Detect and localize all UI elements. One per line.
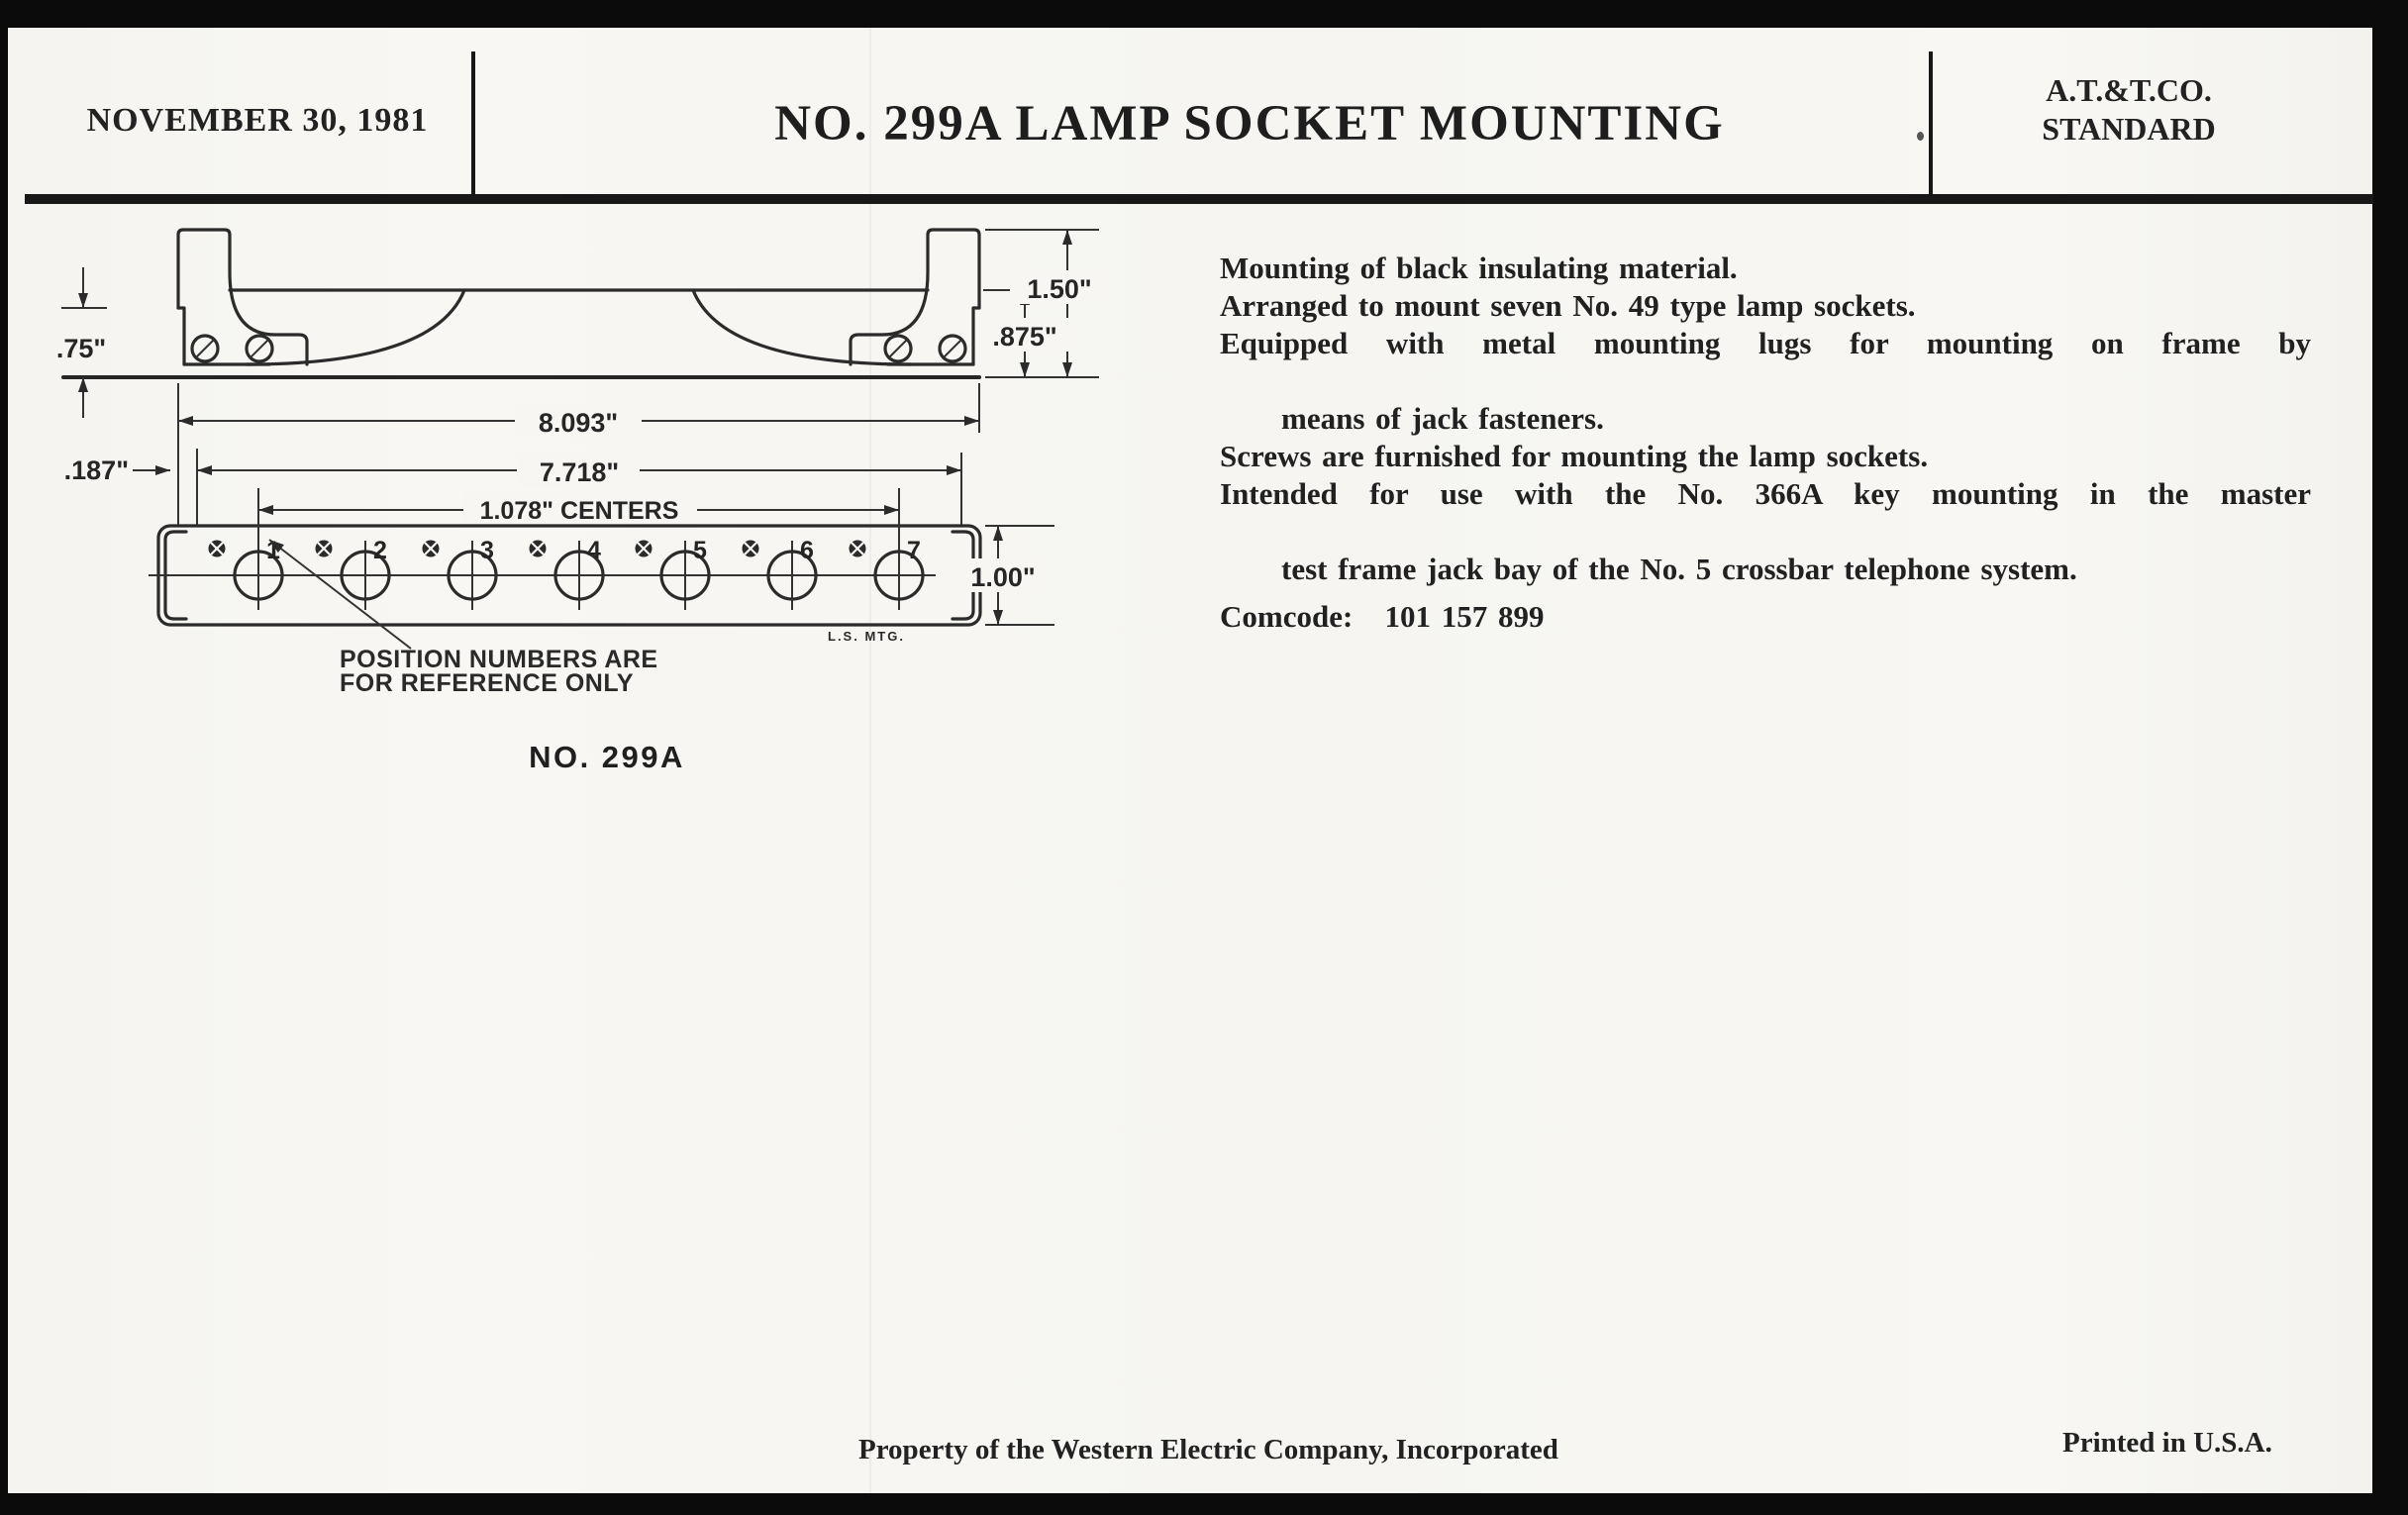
note-line: Arranged to mount seven No. 49 type lamp sockets. [1220, 288, 1916, 323]
position-number-5: 5 [693, 537, 707, 564]
side-left-tab-lug [178, 230, 307, 364]
side-right-wall [973, 308, 979, 364]
position-number-4: 4 [587, 537, 601, 564]
note-line: Intended for use with the No. 366A key mounting in the master [1220, 476, 2311, 511]
side-right-fillet [693, 290, 911, 364]
scan-edge-left [0, 0, 8, 1515]
reference-note-line1: POSITION NUMBERS ARE [340, 646, 658, 673]
ls-mtg-label: L.S. MTG. [828, 629, 905, 644]
dim-1078 [258, 493, 899, 527]
scan-edge-right [2372, 0, 2408, 1515]
dim-075-label: .75" [55, 334, 107, 363]
position-number-6: 6 [800, 537, 814, 564]
org-standard-label [1943, 71, 2315, 149]
leader-line [269, 540, 411, 649]
header-divider-right [1929, 51, 1933, 196]
dim-8093-label: 8.093" [538, 408, 619, 438]
scan-edge-top [0, 0, 2408, 28]
technical-drawing [20, 213, 1168, 827]
note-line: Screws are furnished for mounting the lamp sockets. [1220, 439, 1929, 473]
dim-075 [56, 267, 107, 418]
dim-100-label: 1.00" [970, 562, 1036, 592]
position-number-2: 2 [373, 537, 387, 564]
position-number-1: 1 [266, 537, 280, 564]
note-line-continuation: test frame jack bay of the No. 5 crossbar telephone system. [1281, 552, 2077, 586]
front-view [64, 449, 1054, 774]
dim-187-label: .187" [63, 455, 129, 485]
dim-150-label: 1.50" [1027, 274, 1092, 304]
scan-speck [1917, 132, 1924, 141]
org-line2: STANDARD [2042, 111, 2216, 147]
comcode-line: Comcode: 101 157 899 [1220, 599, 1545, 634]
side-right-tab-lug [851, 230, 979, 364]
property-notice: Property of the Western Electric Company, Incorporated [858, 1434, 1558, 1465]
position-number-3: 3 [480, 537, 494, 564]
header-rule [25, 194, 2373, 204]
dim-100 [964, 526, 1054, 625]
printed-in-usa: Printed in U.S.A. [2062, 1427, 2272, 1459]
scan-edge-bottom [0, 1493, 2408, 1515]
header-divider-left [471, 51, 475, 198]
socket-screw-heads [209, 541, 866, 557]
part-label: NO. 299A [529, 740, 685, 774]
position-number-7: 7 [907, 537, 921, 564]
dim-875-label: .875" [992, 322, 1057, 352]
note-line: Mounting of black insulating material. [1220, 251, 1738, 285]
note-line: Equipped with metal mounting lugs for mounting on frame by [1220, 326, 2311, 360]
org-line1: A.T.&T.CO. [2046, 72, 2212, 108]
dim-7718-label: 7.718" [539, 457, 620, 487]
side-left-fillet [247, 290, 464, 364]
dim-150-875 [981, 230, 1103, 377]
side-left-wall [178, 308, 184, 364]
page-title: NO. 299A LAMP SOCKET MOUNTING [774, 96, 1725, 152]
dim-1078-label: 1.078" CENTERS [479, 497, 679, 525]
reference-note-line2: FOR REFERENCE ONLY [340, 669, 635, 697]
document-date: NOVEMBER 30, 1981 [86, 102, 429, 139]
description-notes [1220, 250, 2311, 636]
note-line-continuation: means of jack fasteners. [1281, 401, 1604, 436]
